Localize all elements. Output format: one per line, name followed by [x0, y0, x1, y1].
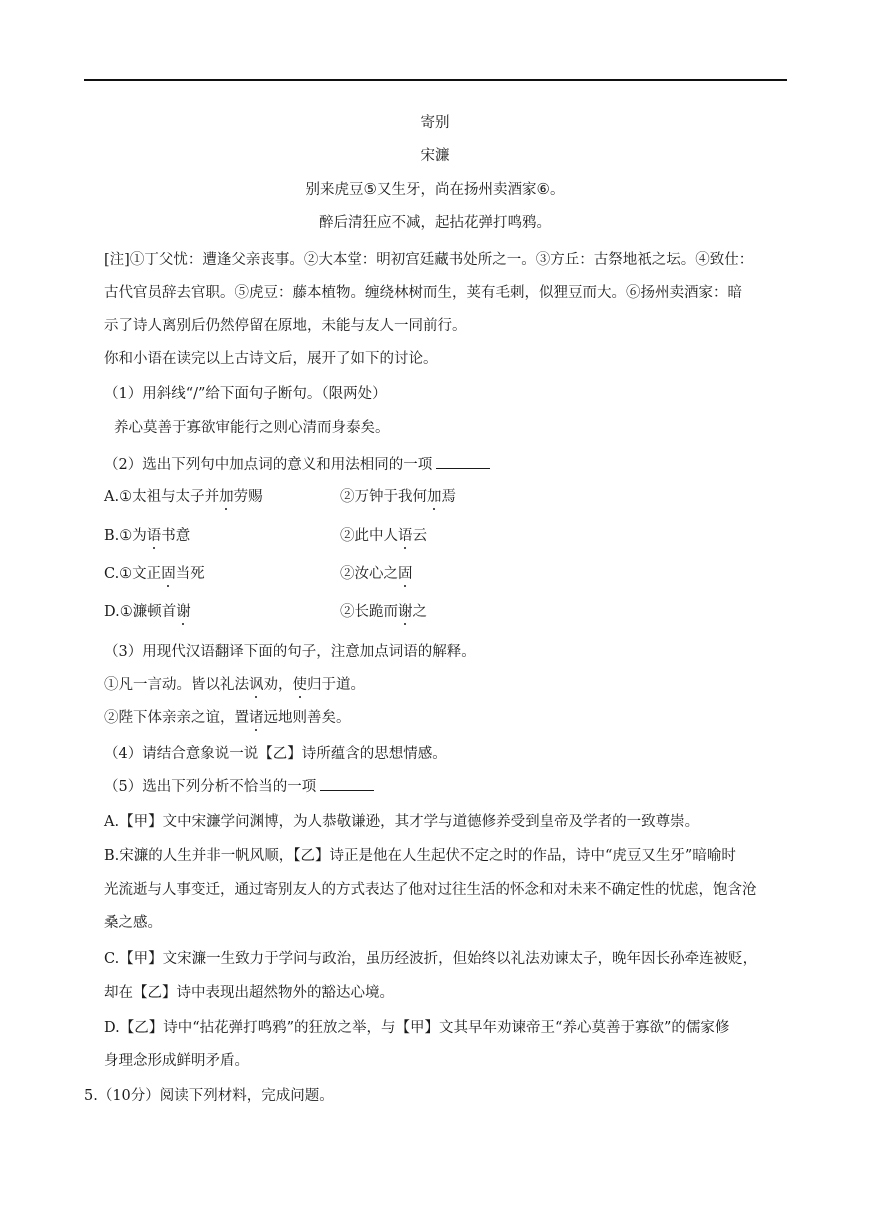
q5-label: （5）选出下列分析不恰当的一项	[104, 777, 374, 797]
poem-title: 寄别	[420, 115, 450, 131]
q5-option-a: A.【甲】文中宋濂学问渊博，为人恭敬谦逊，其才学与道德修养受到皇帝及学者的一致尊崇。	[104, 814, 700, 830]
q1-label: （1）用斜线“/”给下面句子断句。（限两处）	[104, 386, 387, 402]
q2-label: （2）选出下列句中加点词的意义和用法相同的一项	[104, 455, 490, 475]
answer-blank[interactable]	[436, 456, 490, 469]
q5-option-b-line-3: 桑之感。	[104, 915, 162, 931]
next-question-heading: 5.（10分）阅读下列材料，完成问题。	[84, 1088, 334, 1104]
q4-label: （4）请结合意象说一说【乙】诗所蕴含的思想情感。	[104, 746, 447, 762]
q3-sentence-2: ②陛下体亲亲之谊，置诸远地则善矣。	[104, 710, 351, 726]
q2-option-b-right: ②此中人语云	[340, 528, 427, 544]
q5-option-c-line-1: C.【甲】文宋濂一生致力于学问与政治，虽历经波折，但始终以礼法劝谏太子，晚年因长孙牵连被贬，	[104, 951, 758, 967]
header-rule	[84, 79, 787, 81]
q2-option-a-left: A.①太祖与太子并加劳赐	[104, 489, 263, 505]
q5-option-d-line-2: 身理念形成鲜明矛盾。	[104, 1053, 249, 1069]
q5-option-b-line-2: 光流逝与人事变迁，通过寄别友人的方式表达了他对过往生活的怀念和对未来不确定性的忧虑，饱含沧	[104, 882, 757, 898]
q2-option-c-left: C.①文正固当死	[104, 566, 205, 582]
discussion-intro: 你和小语在读完以上古诗文后，展开了如下的讨论。	[104, 351, 438, 367]
note-line-2: 古代官员辞去官职。⑤虎豆：藤本植物。缠绕林树而生，荚有毛刺，似狸豆而大。⑥扬州卖酒家：暗	[104, 285, 742, 301]
q3-label: （3）用现代汉语翻译下面的句子，注意加点词语的解释。	[104, 644, 476, 660]
q2-option-d-right: ②长跪而谢之	[340, 604, 427, 620]
note-line-1: [注]①丁父忧：遭逢父亲丧事。②大本堂：明初宫廷藏书处所之一。③方丘：古祭地祇之坛。④致仕：	[104, 252, 754, 268]
q1-sentence: 养心莫善于寡欲审能行之则心清而身泰矣。	[114, 420, 390, 436]
q5-option-c-line-2: 却在【乙】诗中表现出超然物外的豁达心境。	[104, 985, 394, 1001]
q2-option-b-left: B.①为语书意	[104, 528, 191, 544]
note-line-3: 示了诗人离别后仍然停留在原地，未能与友人一同前行。	[104, 318, 467, 334]
poem-author: 宋濂	[420, 148, 450, 164]
q3-sentence-1: ①凡一言动。皆以礼法讽劝，使归于道。	[104, 677, 365, 693]
poem-line-2: 醉后清狂应不减，起拈花弹打鸣鸦。	[319, 215, 551, 231]
q5-option-d-line-1: D.【乙】诗中“拈花弹打鸣鸦”的狂放之举，与【甲】文其早年劝谏帝王“养心莫善于寡欲”的儒家修	[104, 1020, 730, 1036]
q2-option-a-right: ②万钟于我何加焉	[340, 489, 456, 505]
q2-option-d-left: D.①濂顿首谢	[104, 604, 191, 620]
q2-option-c-right: ②汝心之固	[340, 566, 413, 582]
poem-line-1: 别来虎豆⑤又生牙，尚在扬州卖酒家⑥。	[305, 180, 565, 198]
answer-blank[interactable]	[320, 778, 374, 791]
q5-option-b-line-1: B.宋濂的人生并非一帆风顺，【乙】诗正是他在人生起伏不定之时的作品，诗中“虎豆又生牙”暗喻时	[104, 848, 736, 864]
